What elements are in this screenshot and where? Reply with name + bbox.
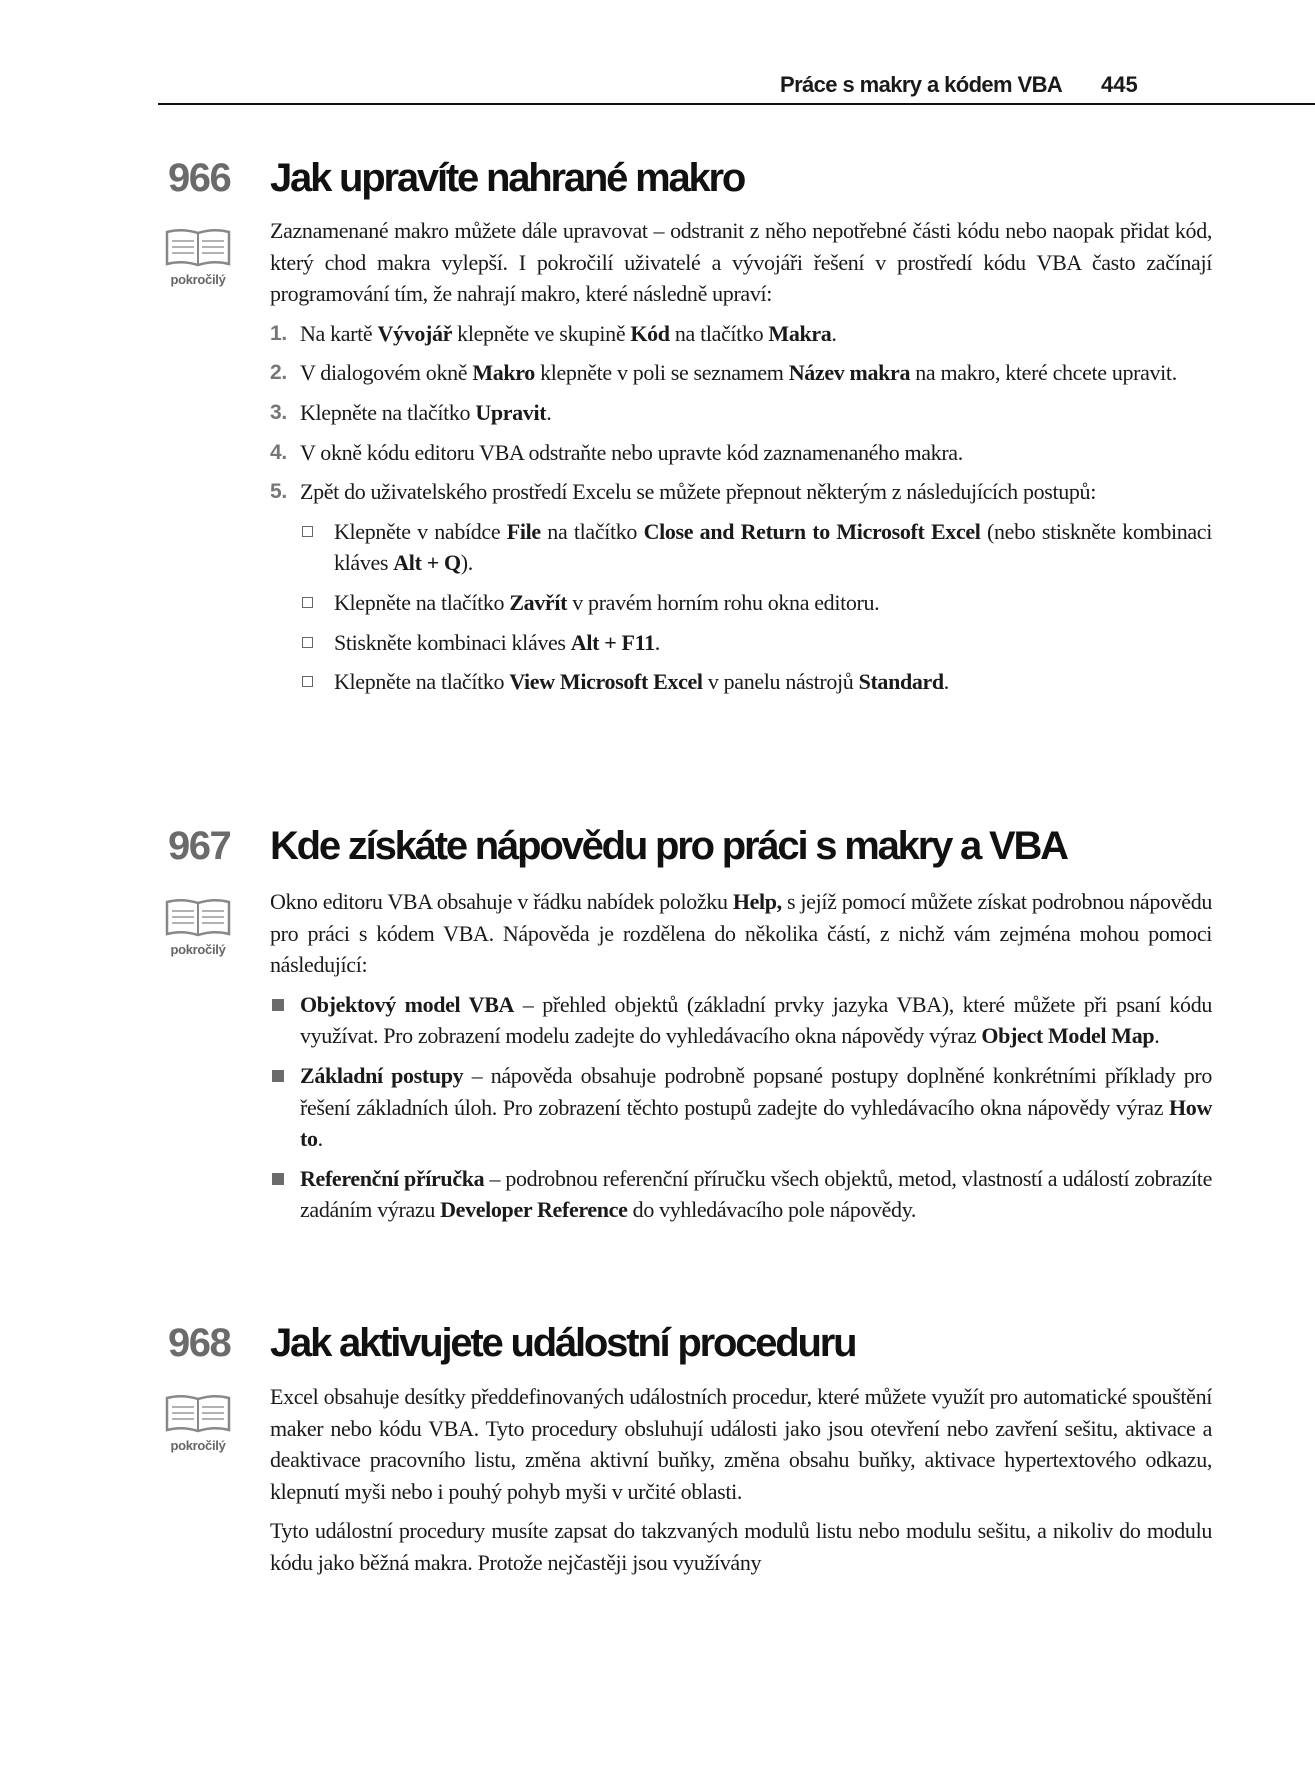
step-number: 2. <box>270 361 287 385</box>
text-run: – podrobnou referenční příručku všech objektů, metod, vlastností a událostí zobrazíte zadáním výrazu <box>300 1165 1212 1223</box>
section-title: Jak upravíte nahrané makro <box>270 156 745 200</box>
level-label: pokročilý <box>170 942 226 957</box>
checkbox-bullet-icon <box>302 676 313 687</box>
text-run: na tlačítko <box>669 320 769 346</box>
intro-paragraph <box>270 886 1212 981</box>
text-run: Klepněte v nabídce <box>334 518 507 544</box>
checkbox-bullet-icon <box>302 597 313 608</box>
substep-text <box>334 630 660 655</box>
text-run: Klepněte na tlačítko <box>300 399 476 425</box>
bold-term: Makra <box>768 320 832 346</box>
substep-item <box>300 627 1212 659</box>
square-bullet-icon <box>272 1070 284 1082</box>
substep-item <box>300 516 1212 579</box>
text-run: . <box>1154 1023 1160 1049</box>
text-run: s jejíž pomocí můžete získat podrobnou nápovědu pro práci s kódem VBA. Nápověda je rozdělena do několika částí, z nichž vám zejména mohou pomoci následující: <box>270 889 1212 978</box>
text-run: v pravém horním rohu okna editoru. <box>567 589 880 615</box>
bullet-item <box>270 989 1212 1052</box>
square-bullet-icon <box>272 999 284 1011</box>
section-number: 966 <box>168 156 231 200</box>
substep-item <box>300 666 1212 698</box>
bold-term: Alt + F11 <box>570 629 655 655</box>
text-run: – přehled objektů (základní prvky jazyka VBA), které můžete při psaní kódu využívat. Pro zobrazení modelu zadejte do vyhledávacího okna nápovědy výraz <box>300 991 1212 1049</box>
bold-term: Standard <box>858 669 944 695</box>
step-text <box>300 479 1096 504</box>
text-run: V okně kódu editoru VBA odstraňte nebo upravte kód zaznamenaného makra. <box>300 439 963 465</box>
bullet-item <box>270 1060 1212 1155</box>
bold-term: Vývojář <box>377 320 453 346</box>
step-text <box>300 321 837 346</box>
text-run: klepněte ve skupině <box>452 320 631 346</box>
paragraph <box>270 1515 1212 1578</box>
text-run: Okno editoru VBA obsahuje v řádku nabídek položku <box>270 889 733 914</box>
substep-item <box>300 587 1212 619</box>
step-item <box>270 357 1212 389</box>
text-run: Klepněte na tlačítko <box>334 589 510 615</box>
chapter-title: Práce s makry a kódem VBA <box>780 72 1063 97</box>
step-item <box>270 476 1212 698</box>
text-run: v panelu nástrojů <box>702 669 859 695</box>
bold-term: Základní postupy <box>300 1062 464 1088</box>
text-run: . <box>831 320 837 346</box>
section-body <box>270 215 1212 706</box>
bold-term: How to <box>300 1094 1212 1152</box>
text-run: . <box>546 399 552 425</box>
intro-paragraph <box>270 215 1212 310</box>
text-run: klepněte v poli se seznamem <box>534 360 789 386</box>
bold-term: Makro <box>472 360 535 386</box>
checkbox-bullet-icon <box>302 526 313 537</box>
step-text <box>300 360 1177 385</box>
level-badge <box>160 228 236 287</box>
text-run: Tyto událostní procedury musíte zapsat do takzvaných modulů listu nebo modulu sešitu, a nikoliv do modulu kódu jako běžná makra. Protože nejčastěji jsou využívány <box>270 1518 1212 1575</box>
bold-term: Upravit <box>475 399 547 425</box>
bold-term: Close and Return to Microsoft Excel <box>643 518 981 544</box>
section-title: Jak aktivujete událostní proceduru <box>270 1321 856 1365</box>
text-run: . <box>654 629 660 655</box>
bullet-text <box>300 1063 1212 1151</box>
step-item <box>270 397 1212 429</box>
step-number: 1. <box>270 321 287 345</box>
text-run: Na kartě <box>300 320 378 346</box>
level-label: pokročilý <box>170 1438 226 1453</box>
section-number: 967 <box>168 824 231 868</box>
level-badge <box>160 898 236 957</box>
text-run: (nebo stiskněte kombinaci kláves <box>334 518 1212 576</box>
book-icon <box>164 898 232 938</box>
section-number: 968 <box>168 1321 231 1365</box>
step-item <box>270 437 1212 469</box>
square-bullet-icon <box>272 1173 284 1185</box>
step-text <box>300 440 963 465</box>
substep-text <box>334 669 949 694</box>
bullet-text <box>300 1166 1212 1223</box>
page-number: 445 <box>1101 72 1138 97</box>
bold-term: File <box>506 518 541 544</box>
bold-term: Název makra <box>788 360 911 386</box>
text-run: do vyhledávacího pole nápovědy. <box>627 1197 917 1223</box>
step-text <box>300 400 551 425</box>
text-run: na makro, které chcete upravit. <box>910 360 1177 386</box>
section-title: Kde získáte nápovědu pro práci s makry a VBA <box>270 824 1067 868</box>
bold-term: Referenční příručka <box>300 1165 485 1191</box>
text-run: Excel obsahuje desítky předdefinovaných událostních procedur, které můžete využít pro automatické spouštění maker nebo kódu VBA. Tyto procedury obsluhují události jako jsou otevření nebo zavření sešitu, aktivace a deaktivace pracovního listu, změna aktivní buňky, změna obsahu buňky, aktivace hypertextového odkazu, klepnutí myši nebo i pouhý pohyb myši v určité oblasti. <box>270 1384 1212 1504</box>
section-body <box>270 886 1212 1234</box>
level-label: pokročilý <box>170 272 226 287</box>
substeps-list <box>300 516 1212 698</box>
bold-term: Help, <box>732 889 782 914</box>
bullet-list <box>270 989 1212 1226</box>
book-icon <box>164 1394 232 1434</box>
step-number: 5. <box>270 480 287 504</box>
bold-term: Kód <box>630 320 670 346</box>
level-badge <box>160 1394 236 1453</box>
bold-term: Objektový model VBA <box>300 991 515 1017</box>
substep-text <box>334 519 1212 576</box>
text-run: V dialogovém okně <box>300 360 473 386</box>
text-run: Zaznamenané makro můžete dále upravovat – odstranit z něho nepotřebné části kódu nebo naopak přidat kód, který chod makra vylepší. I pokročilí uživatelé a vývojáři řešení v prostředí kódu VBA často začínají programování tím, že nahrají makro, které následně upraví: <box>270 218 1212 307</box>
text-run: na tlačítko <box>540 518 644 544</box>
text-run: ). <box>460 550 473 576</box>
section-body <box>270 1381 1212 1587</box>
bold-term: Developer Reference <box>440 1197 628 1223</box>
text-run: – nápověda obsahuje podrobně popsané postupy doplněné konkrétními příklady pro řešení základních úloh. Pro zobrazení těchto postupů zadejte do vyhledávacího okna nápovědy výraz <box>300 1062 1212 1120</box>
text-run: Klepněte na tlačítko <box>334 669 510 695</box>
steps-list <box>270 318 1212 698</box>
text-run: Stiskněte kombinaci kláves <box>334 629 571 655</box>
intro-paragraph <box>270 1381 1212 1507</box>
bold-term: Alt + Q <box>393 550 461 576</box>
step-number: 4. <box>270 440 287 464</box>
text-run: . <box>317 1126 323 1152</box>
step-item <box>270 318 1212 350</box>
bold-term: View Microsoft Excel <box>509 669 703 695</box>
text-run: . <box>943 669 949 695</box>
bullet-text <box>300 992 1212 1049</box>
header-divider <box>158 103 1315 105</box>
bold-term: Zavřít <box>509 589 568 615</box>
bullet-item <box>270 1163 1212 1226</box>
substep-text <box>334 590 879 615</box>
bold-term: Object Model Map <box>981 1023 1155 1049</box>
book-icon <box>164 228 232 268</box>
checkbox-bullet-icon <box>302 637 313 648</box>
step-number: 3. <box>270 400 287 424</box>
text-run: Zpět do uživatelského prostředí Excelu se můžete přepnout některým z následujících postupů: <box>300 479 1096 505</box>
